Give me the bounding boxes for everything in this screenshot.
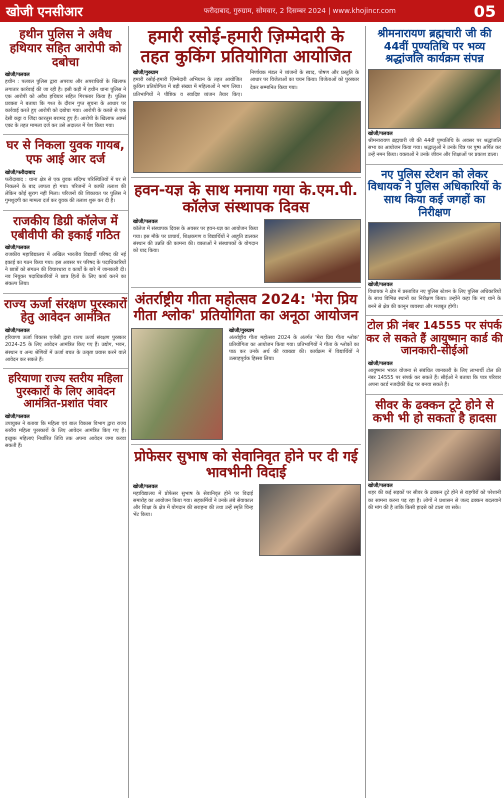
divider — [3, 368, 128, 369]
article-byline: खोजी/गुरुग्राम — [133, 70, 159, 77]
article-women-awards — [3, 373, 128, 450]
article-body: उपायुक्त ने बताया कि महिला एवं बाल विकास विभाग द्वारा राज्य स्तरीय महिला पुरस्कारों के लिए आवेदन आमंत्रित किए गए हैं। इच्छुक महिलाएं निर्धारित तिथि तक अपना आवेदन जमा करवा सकती हैं। — [5, 421, 126, 449]
article-body: आयुष्मान भारत योजना से संबंधित जानकारी के लिए लाभार्थी टोल फ्री नंबर 14555 पर संपर्क कर सकते हैं। सीईओ ने बताया कि पात्र परिवार अपना कार्ड नजदीकी केंद्र पर बनवा सकते हैं। — [368, 367, 501, 389]
edition-info: फरीदाबाद, गुरुग्राम, सोमवार, 2 दिसम्बर 2024 | www.khojincr.com — [203, 6, 396, 15]
divider — [366, 315, 503, 316]
gita-text — [227, 328, 361, 440]
tribute-photo — [368, 69, 501, 129]
article-headline: घर से निकला युवक गायब, एफ आई आर दर्ज — [6, 138, 125, 166]
article-body: कॉलेज में संस्थापक दिवस के अवसर पर हवन-यज्ञ का आयोजन किया गया। इस मौके पर प्राचार्य, शिक्षकगण व विद्यार्थियों ने आहुति डालकर संस्थान की उन्नति की कामना की। वक्ताओं ने संस्थापकों के योगदान को याद किया। — [133, 226, 258, 255]
subhash-text — [131, 484, 255, 556]
article-headline: अंतर्राष्ट्रीय गीता महोत्सव 2024: 'मेरा प्रिय गीता श्लोक' प्रतियोगिता का अनूठा आयोजन — [133, 292, 359, 325]
middle-column — [131, 26, 361, 798]
article-body: हरियाणा ऊर्जा विकास एजेंसी द्वारा राज्य ऊर्जा संरक्षण पुरस्कार 2024-25 के लिए आवेदन आमंत्रित किए गए हैं। उद्योग, भवन, संस्थान व अन्य श्रेणियों में ऊर्जा बचत के उत्कृष्ट प्रयास करने वाले आवेदन कर सकते हैं। — [5, 335, 126, 363]
article-headline: सीवर के ढक्कन टूटे होने से कभी भी हो सकता है हादसा — [372, 397, 497, 426]
article-body: श्रीमनारायण ब्रह्मचारी जी की 44वीं पुण्यतिथि के अवसर पर श्रद्धांजलि सभा का आयोजन किया गया। श्रद्धालुओं ने उनके चित्र पर पुष्प अर्पित कर उन्हें नमन किया। वक्ताओं ने उनके जीवन और शिक्षाओं पर प्रकाश डाला। — [368, 137, 501, 159]
divider — [3, 210, 128, 211]
article-byline: खोजी/पलवल — [133, 483, 158, 490]
masthead — [0, 0, 504, 22]
sewer-photo — [368, 429, 501, 481]
divider — [3, 134, 128, 135]
article-body: महाविद्यालय में प्रोफेसर सुभाष के सेवानिवृत होने पर विदाई समारोह का आयोजन किया गया। सहकर्मियों ने उनके लंबे सेवाकाल और शिक्षा के क्षेत्र में योगदान की सराहना की तथा उन्हें स्मृति चिन्ह भेंट किया। — [133, 490, 253, 519]
lead-text-columns — [131, 70, 361, 99]
article-abvp-unit — [3, 215, 128, 289]
article-byline: खोजी/फरीदाबाद — [5, 169, 36, 176]
article-cooking-competition — [131, 28, 361, 173]
article-hathin-police — [3, 28, 128, 130]
divider — [131, 287, 361, 288]
article-body: राजकीय महाविद्यालय में अखिल भारतीय विद्यार्थी परिषद की नई इकाई का गठन किया गया। इस अवसर पर परिषद के पदाधिकारियों ने छात्रों को संगठन की विचारधारा व कार्यों के बारे में जानकारी दी। नव नियुक्त पदाधिकारियों ने छात्र हितों के लिए कार्य करने का संकल्प लिया। — [5, 252, 126, 288]
article-headline: श्रीमनारायण ब्रह्मचारी जी की 44वीं पुण्यतिथि पर भव्य श्रद्धांजलि कार्यक्रम संपन्न — [377, 27, 492, 66]
article-energy-awards — [3, 298, 128, 365]
gita-content — [131, 328, 361, 440]
article-byline: खोजी/पलवल — [5, 414, 30, 421]
divider — [366, 394, 503, 395]
article-headline: टोल फ्री नंबर 14555 पर संपर्क कर ले सकते हैं आयुष्मान कार्ड की जानकारी-सीईओ — [366, 318, 503, 358]
cooking-photo — [133, 101, 361, 173]
article-body: हमारी रसोई-हमारी ज़िम्मेदारी अभियान के तहत आयोजित कुकिंग प्रतियोगिता में बड़ी संख्या में महिलाओं ने भाग लिया। प्रतिभागियों ने पौष्टिक व स्वादिष्ट व्यंजन तैयार किए। निर्णायक मंडल ने व्यंजनों के स्वाद, पोषण और प्रस्तुति के आधार पर विजेताओं का चयन किया। विजेताओं को पुरस्कार देकर सम्मानित किया गया। — [133, 70, 359, 98]
divider — [3, 293, 128, 294]
article-prof-subhash-farewell — [131, 449, 361, 556]
lead-headline: हमारी रसोई-हमारी ज़िम्मेदारी के तहत कुकिंग प्रतियोगिता आयोजित — [140, 27, 352, 67]
article-body: हथीन : पलवल पुलिस द्वारा अपराध और अपराधियों के खिलाफ लगातार कार्रवाई की जा रही है। इसी कड़ी में हथीन थाना पुलिस ने एक आरोपी को अवैध हथियार सहित गिरफ्तार किया है। पुलिस प्रवक्ता ने बताया कि गश्त के दौरान गुप्त सूचना के आधार पर कार्रवाई करते हुए आरोपी को दबोचा गया। आरोपी के कब्जे से एक देसी कट्टा व जिंदा कारतूस बरामद हुए हैं। आरोपी के खिलाफ आर्म्स एक्ट के तहत मामला दर्ज कर उसे अदालत में पेश किया गया। — [5, 79, 126, 129]
article-byline: खोजी/गुरुग्राम — [229, 327, 255, 334]
article-body: शहर की कई सड़कों पर सीवर के ढक्कन टूटे होने से राहगीरों को परेशानी का सामना करना पड़ रहा है। लोगों ने प्रशासन से जल्द ढक्कन बदलवाने की मांग की है ताकि किसी हादसे को टाला जा सके। — [368, 490, 501, 511]
page-number: 05 — [473, 1, 496, 21]
article-missing-youth — [3, 139, 128, 206]
article-gita-mahotsav — [131, 292, 361, 439]
article-headline: नए पुलिस स्टेशन को लेकर विधायक ने पुलिस अधिकारियों के साथ किया कई जगहों का निरीक्षण — [367, 167, 502, 219]
hawan-content — [131, 219, 361, 283]
article-byline: खोजी/पलवल — [368, 282, 393, 289]
inspection-photo — [368, 222, 501, 280]
divider — [366, 164, 503, 165]
article-brahmachari-tribute — [366, 28, 503, 160]
article-body: अंतर्राष्ट्रीय गीता महोत्सव 2024 के अंतर्गत 'मेरा प्रिय गीता श्लोक' प्रतियोगिता का आयोजन किया गया। प्रतिभागियों ने गीता के श्लोकों का पाठ कर उनके अर्थ की व्याख्या की। कार्यक्रम में विद्यार्थियों ने उत्साहपूर्वक हिस्सा लिया। — [229, 334, 359, 363]
article-headline: प्रोफेसर सुभाष को सेवानिवृत होने पर दी गई भावभीनी विदाई — [134, 448, 358, 481]
article-hawan-founder-day — [131, 182, 361, 284]
left-column — [3, 26, 129, 798]
hawan-text — [131, 219, 260, 283]
divider — [131, 177, 361, 178]
article-byline: खोजी/पलवल — [5, 72, 30, 79]
article-police-station-inspection — [366, 169, 503, 311]
subhash-content — [131, 484, 361, 556]
article-byline: खोजी/पलवल — [5, 245, 30, 252]
farewell-photo — [259, 484, 361, 556]
article-ayushman-tollfree — [366, 320, 503, 390]
article-headline: हरियाणा राज्य स्तरीय महिला पुरस्कारों के लिए आवेदन आमंत्रित-प्रशांत पंवार — [8, 372, 123, 411]
article-headline: राज्य ऊर्जा संरक्षण पुरस्कारों हेतु आवेदन आमंत्रित — [4, 296, 127, 325]
article-headline: हवन-यज्ञ के साथ मनाया गया के.एम.पी. कॉलेज संस्थापक दिवस — [134, 180, 358, 217]
hawan-photo — [264, 219, 361, 283]
gita-photo — [131, 328, 223, 440]
article-byline: खोजी/पलवल — [5, 328, 30, 335]
article-headline: हथीन पुलिस ने अवैध हथियार सहित आरोपी को दबोचा — [9, 27, 122, 69]
newspaper-logo: खोजी एनसीआर — [6, 5, 83, 20]
article-body: विधायक ने क्षेत्र में प्रस्तावित नए पुलिस स्टेशन के लिए पुलिस अधिकारियों के साथ विभिन्न स्थानों का निरीक्षण किया। उन्होंने कहा कि नए थाने के बनने से क्षेत्र की कानून व्यवस्था और मजबूत होगी। — [368, 289, 501, 310]
article-byline: खोजी/पलवल — [368, 130, 393, 137]
divider — [131, 444, 361, 445]
article-headline: राजकीय डिग्री कॉलेज में एबीवीपी की इकाई गठित — [11, 213, 120, 242]
article-byline: खोजी/पलवल — [368, 360, 393, 367]
right-column — [365, 26, 503, 798]
article-byline: खोजी/पलवल — [133, 219, 158, 226]
article-byline: खोजी/पलवल — [368, 483, 393, 490]
article-body: फरीदाबाद : थाना क्षेत्र से एक युवक संदिग्ध परिस्थितियों में घर से निकलने के बाद लापता हो गया। परिजनों ने काफी तलाश की लेकिन कोई सुराग नहीं मिला। परिजनों की शिकायत पर पुलिस ने गुमशुदगी का मामला दर्ज कर युवक की तलाश शुरू कर दी है। — [5, 176, 126, 205]
article-sewer-covers — [366, 399, 503, 512]
